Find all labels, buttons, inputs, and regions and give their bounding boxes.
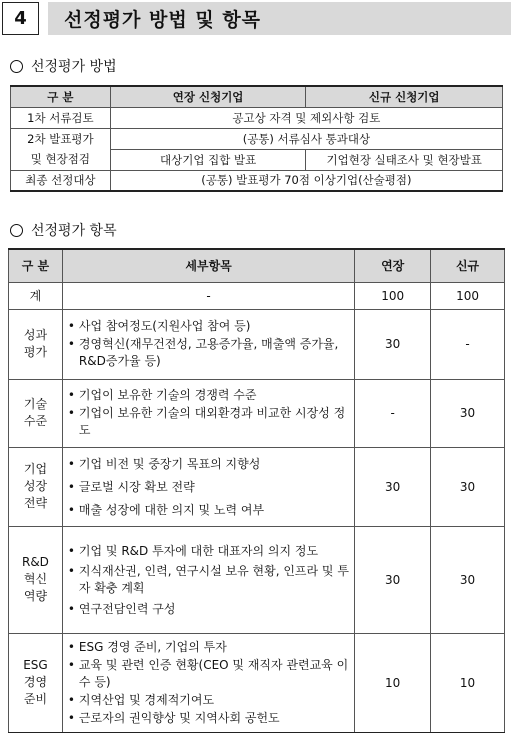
category-line: 혁신 (23, 572, 48, 586)
column-header: 신규 신청기업 (306, 86, 503, 107)
criteria-table (8, 248, 505, 733)
category-line: 역량 (23, 589, 48, 603)
row-label: 1차 서류검토 (11, 107, 111, 128)
row-category (9, 379, 63, 447)
category-line: 전략 (23, 496, 48, 510)
table-cell: - (62, 282, 354, 309)
method-section-title (10, 56, 117, 76)
table-row (11, 149, 503, 170)
category-line: 평가 (23, 345, 48, 359)
list-item: • 기업 및 R&D 투자에 대한 대표자의 의지 정도 (67, 540, 350, 562)
list-item: • 매출 성장에 대한 의지 및 노력 여부 (67, 499, 350, 521)
section-title-bar (48, 2, 511, 35)
score-new: 30 (431, 379, 505, 447)
row-items (62, 526, 354, 633)
category-line: 수준 (23, 414, 48, 428)
category-line: 준비 (23, 692, 48, 706)
criteria-section-label: 선정평가 항목 (31, 223, 117, 239)
table-cell: (공통) 발표평가 70점 이상기업(산술평점) (110, 170, 502, 191)
column-header: 구 분 (11, 86, 111, 107)
table-header-row (11, 86, 503, 107)
table-cell: 100 (431, 282, 505, 309)
score-extension: 10 (355, 633, 431, 733)
table-header-row (9, 249, 505, 282)
table-cell: 기업현장 실태조사 및 현장발표 (306, 149, 503, 170)
category-line: 기술 (23, 397, 48, 411)
table-row (9, 633, 505, 733)
score-new: 30 (431, 447, 505, 526)
score-new: 30 (431, 526, 505, 633)
score-extension: 30 (355, 447, 431, 526)
score-extension: - (355, 379, 431, 447)
row-category (9, 309, 63, 379)
total-row (9, 282, 505, 309)
row-category (9, 526, 63, 633)
row-items (62, 447, 354, 526)
table-row (11, 128, 503, 149)
list-item: • 근로자의 권익향상 및 지역사회 공헌도 (67, 710, 350, 727)
row-label: 2차 발표평가 (11, 128, 111, 149)
list-item: • 사업 참여정도(지원사업 참여 등) (67, 318, 350, 335)
score-extension: 30 (355, 309, 431, 379)
row-items (62, 633, 354, 733)
column-header: 세부항목 (62, 249, 354, 282)
table-cell: (공통) 서류심사 통과대상 (110, 128, 502, 149)
table-row (11, 170, 503, 191)
row-label: 최종 선정대상 (11, 170, 111, 191)
category-line: 성과 (23, 328, 48, 342)
method-section-label: 선정평가 방법 (31, 59, 117, 75)
score-new: - (431, 309, 505, 379)
list-item: • 기업이 보유한 기술의 대외환경과 비교한 시장성 정도 (67, 405, 350, 439)
circle-bullet-icon (10, 60, 23, 73)
category-line: ESG (23, 658, 48, 672)
list-item: • ESG 경영 준비, 기업의 투자 (67, 639, 350, 656)
table-cell: 공고상 자격 및 제외사항 검토 (110, 107, 502, 128)
category-line: 경영 (23, 675, 48, 689)
page-title: 선정평가 방법 및 항목 (64, 9, 262, 31)
row-label: 및 현장점검 (11, 149, 111, 170)
column-header: 연장 (355, 249, 431, 282)
section-header (2, 2, 511, 35)
table-cell: 100 (355, 282, 431, 309)
row-items (62, 379, 354, 447)
row-category (9, 633, 63, 733)
column-header: 구 분 (9, 249, 63, 282)
row-category (9, 447, 63, 526)
table-row (9, 309, 505, 379)
table-row (9, 526, 505, 633)
table-cell: 대상기업 집합 발표 (110, 149, 306, 170)
table-row (9, 379, 505, 447)
row-items (62, 309, 354, 379)
category-line: 기업 (23, 462, 48, 476)
section-number: 4 (2, 2, 39, 35)
row-label: 계 (9, 282, 63, 309)
column-header: 연장 신청기업 (110, 86, 306, 107)
score-new: 10 (431, 633, 505, 733)
list-item: • 교육 및 관련 인증 현황(CEO 및 재직자 관련교육 이수 등) (67, 657, 350, 691)
list-item: • 기업 비전 및 중장기 목표의 지향성 (67, 453, 350, 475)
list-item: • 연구전담인력 구성 (67, 598, 350, 620)
list-item: • 지역산업 및 경제적기여도 (67, 692, 350, 709)
circle-bullet-icon (10, 224, 23, 237)
list-item: • 기업이 보유한 기술의 경쟁력 수준 (67, 387, 350, 404)
table-row (11, 107, 503, 128)
category-line: 성장 (23, 479, 48, 493)
list-item: • 지식재산권, 인력, 연구시설 보유 현황, 인프라 및 투자 확충 계획 (67, 563, 350, 597)
column-header: 신규 (431, 249, 505, 282)
score-extension: 30 (355, 526, 431, 633)
criteria-section-title (10, 220, 117, 240)
list-item: • 글로벌 시장 확보 전략 (67, 476, 350, 498)
table-row (9, 447, 505, 526)
method-table (10, 85, 503, 192)
category-line: R&D (21, 555, 49, 569)
list-item: • 경영혁신(재무건전성, 고용증가율, 매출액 증가율, R&D증가율 등) (67, 336, 350, 370)
